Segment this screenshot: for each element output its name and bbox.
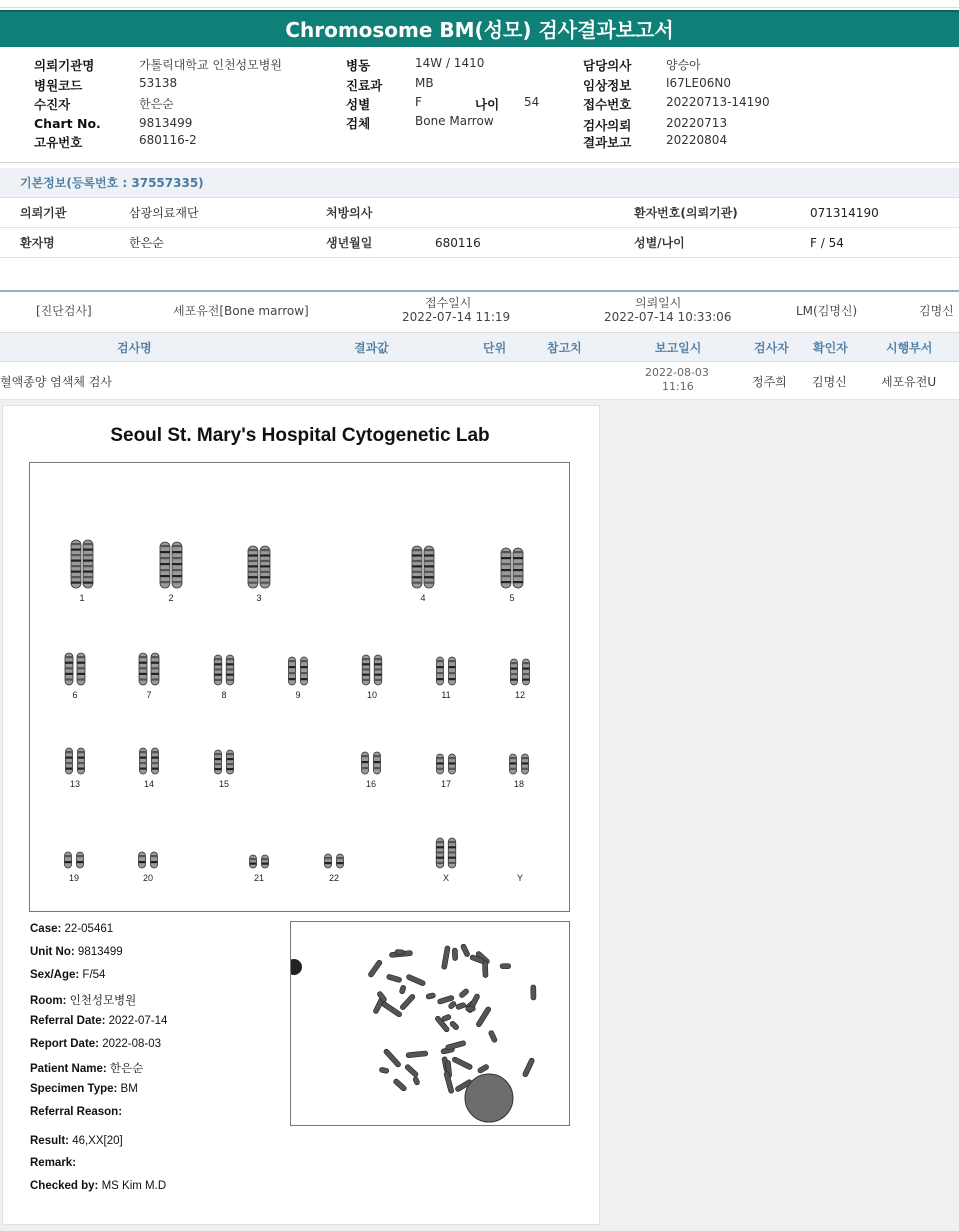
chromosome-12-b — [523, 659, 530, 685]
info-value: 양승아 — [666, 58, 701, 72]
referral-date-field: Referral Date: 2022-07-14 — [30, 1015, 168, 1027]
chromosome-label: 18 — [513, 779, 525, 789]
col-department: 시행부서 — [886, 341, 933, 355]
info-label: 나이 — [475, 97, 500, 112]
report-time: 11:16 — [662, 380, 694, 393]
chromosome-label: 7 — [146, 690, 152, 700]
chromosome-8-a — [214, 655, 222, 685]
karyogram-figure — [30, 463, 569, 911]
chromosome-10-b — [374, 655, 382, 685]
metaphase-image — [290, 921, 570, 1126]
metaphase-chromosome — [395, 949, 405, 955]
info-label: 결과보고 — [583, 135, 632, 150]
chromosome-9-a — [289, 657, 296, 685]
info-value: 한은순 — [139, 97, 174, 111]
metaphase-chromosome — [367, 959, 382, 978]
table-row[interactable] — [0, 362, 959, 400]
info-label: 병동 — [346, 58, 371, 73]
info-value: I67LE06N0 — [666, 76, 731, 90]
confirmer: 김명신 — [812, 375, 847, 389]
chromosome-label: 19 — [68, 873, 80, 883]
info-value: 14W / 1410 — [415, 56, 485, 70]
info-value: 54 — [524, 95, 540, 109]
metaphase-chromosome — [383, 1048, 402, 1068]
request-datetime: 2022-07-14 10:33:06 — [604, 310, 732, 324]
basic-label: 성별/나이 — [634, 236, 685, 250]
metaphase-chromosome — [449, 1020, 460, 1030]
metaphase-chromosome — [406, 974, 426, 987]
col-tester: 검사자 — [754, 341, 789, 355]
metaphase-chromosome — [404, 1064, 419, 1078]
info-label: Chart No. — [34, 116, 101, 131]
chromosome-12-a — [511, 659, 518, 685]
chromosome-13-a — [66, 748, 73, 774]
info-label: 접수번호 — [583, 97, 632, 112]
chromosome-label: 10 — [366, 690, 378, 700]
info-value: 20220713-14190 — [666, 95, 770, 109]
metaphase-chromosome — [445, 1040, 466, 1050]
chromosome-16-a — [362, 752, 369, 774]
chromosome-15-b — [227, 750, 234, 774]
info-value: Bone Marrow — [415, 114, 494, 128]
info-value: F — [415, 95, 422, 109]
sex-age-field: Sex/Age: F/54 — [30, 969, 106, 981]
metaphase-chromosome — [531, 985, 536, 1000]
chromosome-22-a — [325, 854, 332, 868]
chromosome-19-b — [77, 852, 84, 868]
chromosome-14-a — [140, 748, 147, 774]
metaphase-chromosome — [380, 1001, 402, 1018]
chromosome-7-a — [139, 653, 147, 685]
chromosome-label: 4 — [420, 593, 426, 603]
header-info-grid — [0, 56, 959, 156]
chromosome-6-a — [65, 653, 73, 685]
info-label: 의뢰기관명 — [34, 58, 95, 73]
chromosome-4-a — [412, 546, 422, 588]
metaphase-spread — [291, 922, 569, 1125]
chromosome-label: 11 — [441, 690, 451, 700]
chromosome-6-b — [77, 653, 85, 685]
room-field: Room: 인천성모병원 — [30, 995, 137, 1007]
request-label: 의뢰일시 — [635, 296, 682, 310]
basic-label: 환자명 — [20, 236, 55, 250]
metaphase-chromosome — [458, 988, 469, 999]
order-category: [진단검사] — [36, 304, 92, 318]
info-value: 20220713 — [666, 116, 728, 130]
chromosome-10-a — [362, 655, 370, 685]
chromosome-22-b — [337, 854, 344, 868]
result-field: Result: 46,XX[20] — [30, 1135, 123, 1147]
basic-label: 환자번호(의뢰기관) — [634, 206, 738, 220]
chromosome-1-b — [83, 540, 93, 588]
chromosome-11-b — [449, 657, 456, 685]
chromosome-label: 22 — [328, 873, 340, 883]
chromosome-label: 16 — [365, 779, 377, 789]
debris-blob — [291, 959, 302, 975]
specimen-type-field: Specimen Type: BM — [30, 1083, 138, 1095]
col-result: 결과값 — [354, 341, 389, 355]
chromosome-label: 14 — [143, 779, 155, 789]
col-test-name: 검사명 — [117, 341, 152, 355]
metaphase-chromosome — [399, 985, 406, 995]
chromosome-15-a — [215, 750, 222, 774]
metaphase-chromosome — [426, 993, 436, 1000]
chromosome-label: 1 — [79, 593, 85, 603]
test-table-header — [0, 332, 959, 362]
info-label: 담당의사 — [583, 58, 632, 73]
info-value: MB — [415, 76, 434, 90]
chromosome-X-b — [448, 838, 456, 868]
info-value: 20220804 — [666, 133, 728, 147]
doctor-name: 김명신 — [919, 304, 954, 318]
info-label: 성별 — [346, 97, 371, 112]
patient-name-field: Patient Name: 한은순 — [30, 1063, 144, 1075]
metaphase-chromosome — [452, 948, 457, 961]
tester: 정주희 — [752, 375, 787, 389]
chromosome-9-b — [301, 657, 308, 685]
chromosome-18-b — [522, 754, 529, 774]
karyogram — [29, 462, 570, 912]
col-report-date: 보고일시 — [655, 341, 702, 355]
divider — [0, 162, 959, 163]
case-field: Case: 22-05461 — [30, 923, 114, 935]
info-value: 9813499 — [139, 116, 193, 130]
chromosome-4-b — [424, 546, 434, 588]
metaphase-chromosome — [482, 961, 488, 978]
basic-label: 처방의사 — [326, 206, 373, 220]
receipt-label: 접수일시 — [425, 296, 472, 310]
info-value: 680116-2 — [139, 133, 197, 147]
basic-value: 한은순 — [129, 236, 164, 250]
metaphase-chromosome — [488, 1030, 498, 1043]
chromosome-label: 13 — [69, 779, 81, 789]
chromosome-label: 17 — [440, 779, 452, 789]
chromosome-21-b — [262, 855, 269, 868]
chromosome-2-b — [172, 542, 182, 588]
chromosome-label: 6 — [72, 690, 78, 700]
chromosome-label: Y — [516, 873, 524, 883]
chromosome-16-b — [374, 752, 381, 774]
chromosome-3-b — [260, 546, 270, 588]
metaphase-chromosome — [466, 1006, 476, 1011]
basic-info-row — [0, 198, 959, 228]
metaphase-chromosome — [500, 964, 511, 969]
chromosome-label: 2 — [168, 593, 174, 603]
chromosome-label: 20 — [142, 873, 154, 883]
chromosome-label: 5 — [509, 593, 515, 603]
chromosome-14-b — [152, 748, 159, 774]
metaphase-chromosome — [386, 974, 402, 983]
chromosome-label: 12 — [514, 690, 526, 700]
metaphase-chromosome — [477, 1064, 490, 1074]
info-label: 검사의뢰 — [583, 118, 632, 133]
metaphase-chromosome — [379, 1067, 389, 1074]
checked-by-field: Checked by: MS Kim M.D — [30, 1180, 167, 1192]
chromosome-20-a — [139, 852, 146, 868]
chromosome-19-a — [65, 852, 72, 868]
basic-label: 의뢰기관 — [20, 206, 67, 220]
info-label: 검체 — [346, 116, 371, 131]
chromosome-label: 9 — [295, 690, 301, 700]
info-label: 고유번호 — [34, 135, 83, 150]
basic-value: 680116 — [435, 236, 481, 250]
metaphase-chromosome — [412, 1076, 420, 1085]
chromosome-8-b — [226, 655, 234, 685]
info-label: 병원코드 — [34, 78, 83, 93]
chromosome-label: 3 — [256, 593, 262, 603]
order-department: 세포유전[Bone marrow] — [173, 304, 309, 318]
receipt-datetime: 2022-07-14 11:19 — [402, 310, 511, 324]
department: 세포유전U — [881, 375, 937, 389]
chromosome-label: 8 — [221, 690, 227, 700]
chromosome-label: 15 — [218, 779, 230, 789]
metaphase-chromosome — [455, 1002, 466, 1010]
info-value: 가톨릭대학교 인천성모병원 — [139, 58, 282, 72]
col-confirmer: 확인자 — [813, 341, 848, 355]
chromosome-13-b — [78, 748, 85, 774]
metaphase-chromosome — [460, 943, 470, 957]
info-label: 임상정보 — [583, 78, 632, 93]
chromosome-2-a — [160, 542, 170, 588]
metaphase-chromosome — [452, 1056, 473, 1070]
remark-field: Remark: — [30, 1157, 77, 1169]
metaphase-chromosome — [399, 993, 416, 1010]
metaphase-chromosome — [393, 1078, 408, 1092]
chromosome-11-a — [437, 657, 444, 685]
basic-info-header: 기본정보(등록번호 : 37557335) — [0, 168, 959, 198]
referral-reason-field: Referral Reason: — [30, 1106, 123, 1118]
chromosome-1-a — [71, 540, 81, 588]
basic-value: 삼광의료재단 — [129, 206, 199, 220]
basic-label: 생년월일 — [326, 236, 373, 250]
chromosome-label: 21 — [253, 873, 265, 883]
report-date-field: Report Date: 2022-08-03 — [30, 1038, 162, 1050]
chromosome-5-b — [513, 548, 523, 588]
metaphase-chromosome — [444, 1071, 455, 1094]
info-value: 53138 — [139, 76, 178, 90]
chromosome-17-a — [437, 754, 444, 774]
basic-value: F / 54 — [810, 236, 844, 250]
metaphase-chromosome — [448, 1000, 457, 1009]
metaphase-chromosome — [475, 1006, 491, 1028]
lab-title: Seoul St. Mary's Hospital Cytogenetic Lab — [110, 425, 490, 446]
metaphase-chromosome — [406, 1051, 428, 1058]
chromosome-X-a — [436, 838, 444, 868]
top-border — [0, 0, 959, 8]
basic-value: 071314190 — [810, 206, 879, 220]
chromosome-7-b — [151, 653, 159, 685]
info-label: 수진자 — [34, 97, 71, 112]
metaphase-chromosome — [441, 946, 450, 970]
metaphase-chromosome — [522, 1057, 535, 1077]
chromosome-5-a — [501, 548, 511, 588]
chromosome-label: X — [442, 873, 450, 883]
test-name: 혈액종양 염색체 검사 — [0, 375, 112, 389]
report-title: Chromosome BM(성모) 검사결과보고서 — [0, 10, 959, 47]
lm-name: LM(김명신) — [796, 304, 858, 318]
col-reference: 참고치 — [547, 341, 582, 355]
chromosome-17-b — [449, 754, 456, 774]
basic-info-row — [0, 228, 959, 258]
chromosome-21-a — [250, 855, 257, 868]
info-label: 진료과 — [346, 78, 383, 93]
report-date: 2022-08-03 — [645, 366, 709, 379]
col-unit: 단위 — [483, 341, 507, 355]
order-summary-row[interactable] — [0, 292, 959, 332]
chromosome-3-a — [248, 546, 258, 588]
chromosome-18-a — [510, 754, 517, 774]
chromosome-20-b — [151, 852, 158, 868]
unit-field: Unit No: 9813499 — [30, 946, 123, 958]
interphase-nucleus — [465, 1074, 513, 1122]
